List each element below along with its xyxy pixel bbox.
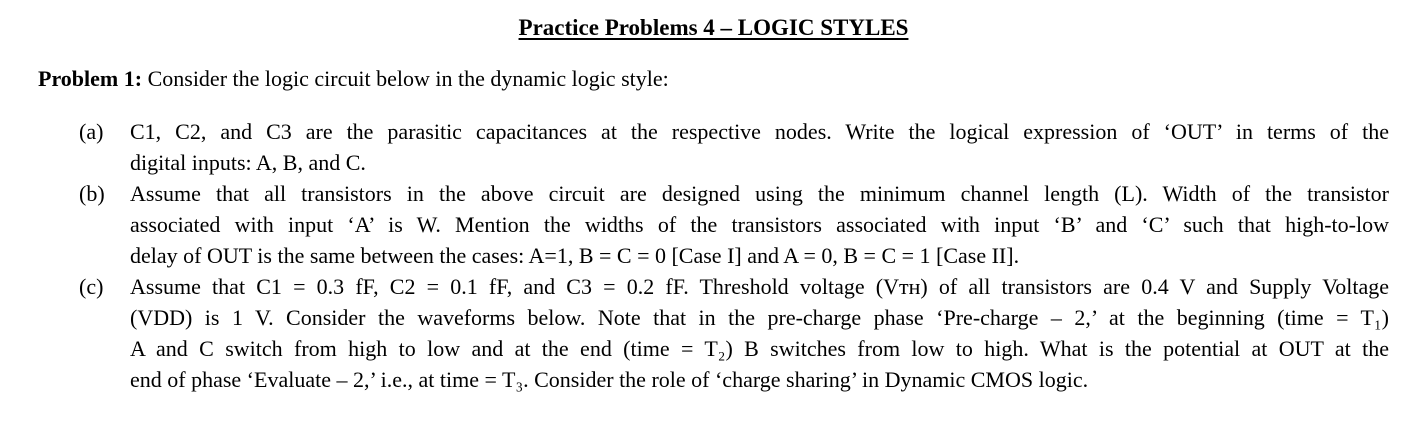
- problem-statement: [38, 64, 669, 94]
- part-a-line-1: C1, C2, and C3 are the parasitic capacitances at the respective nodes. Write the logical expression of ‘OUT’ in terms of the: [130, 119, 1389, 144]
- part-b-line-2: associated with input ‘A’ is W. Mention the widths of the transistors associated with input ‘B’ and ‘C’ such that high-to-low: [130, 212, 1389, 237]
- part-c-line-4: end of phase ‘Evaluate – 2,’ i.e., at time = T₃. Consider the role of ‘charge sharing’ in Dynamic CMOS logic.: [130, 367, 1089, 392]
- problem-label: Problem 1:: [38, 66, 143, 91]
- part-c-line-2: (VDD) is 1 V. Consider the waveforms below. Note that in the pre-charge phase ‘Pre-charge – 2,’ at the beginning (time = T₁): [130, 305, 1389, 330]
- part-b-label: (b): [79, 181, 105, 206]
- part-b-line-3: delay of OUT is the same between the cases: A=1, B = C = 0 [Case I] and A = 0, B = C = 1 [Case II].: [130, 243, 1020, 268]
- part-c: [79, 271, 1389, 395]
- part-a-label: (a): [79, 119, 104, 144]
- part-b-line-1: Assume that all transistors in the above circuit are designed using the minimum channel length (L). Width of the transistor: [130, 181, 1389, 206]
- part-a-line-2: digital inputs: A, B, and C.: [130, 150, 366, 175]
- part-c-line-3: A and C switch from high to low and at the end (time = T₂) B switches from low to high. What is the potential at OUT at the: [130, 336, 1389, 361]
- page-title-text: Practice Problems 4 – LOGIC STYLES: [518, 15, 909, 40]
- part-a: [79, 116, 1389, 178]
- part-c-line-1: Assume that C1 = 0.3 fF, C2 = 0.1 fF, and C3 = 0.2 fF. Threshold voltage (Vᴛʜ) of all transistors are 0.4 V and Supply Voltage: [130, 274, 1389, 299]
- problem-text: Consider the logic circuit below in the dynamic logic style:: [142, 66, 669, 91]
- part-b: [79, 178, 1389, 271]
- problem-parts: [79, 116, 1389, 395]
- page-title: [0, 13, 1427, 43]
- part-c-label: (c): [79, 274, 104, 299]
